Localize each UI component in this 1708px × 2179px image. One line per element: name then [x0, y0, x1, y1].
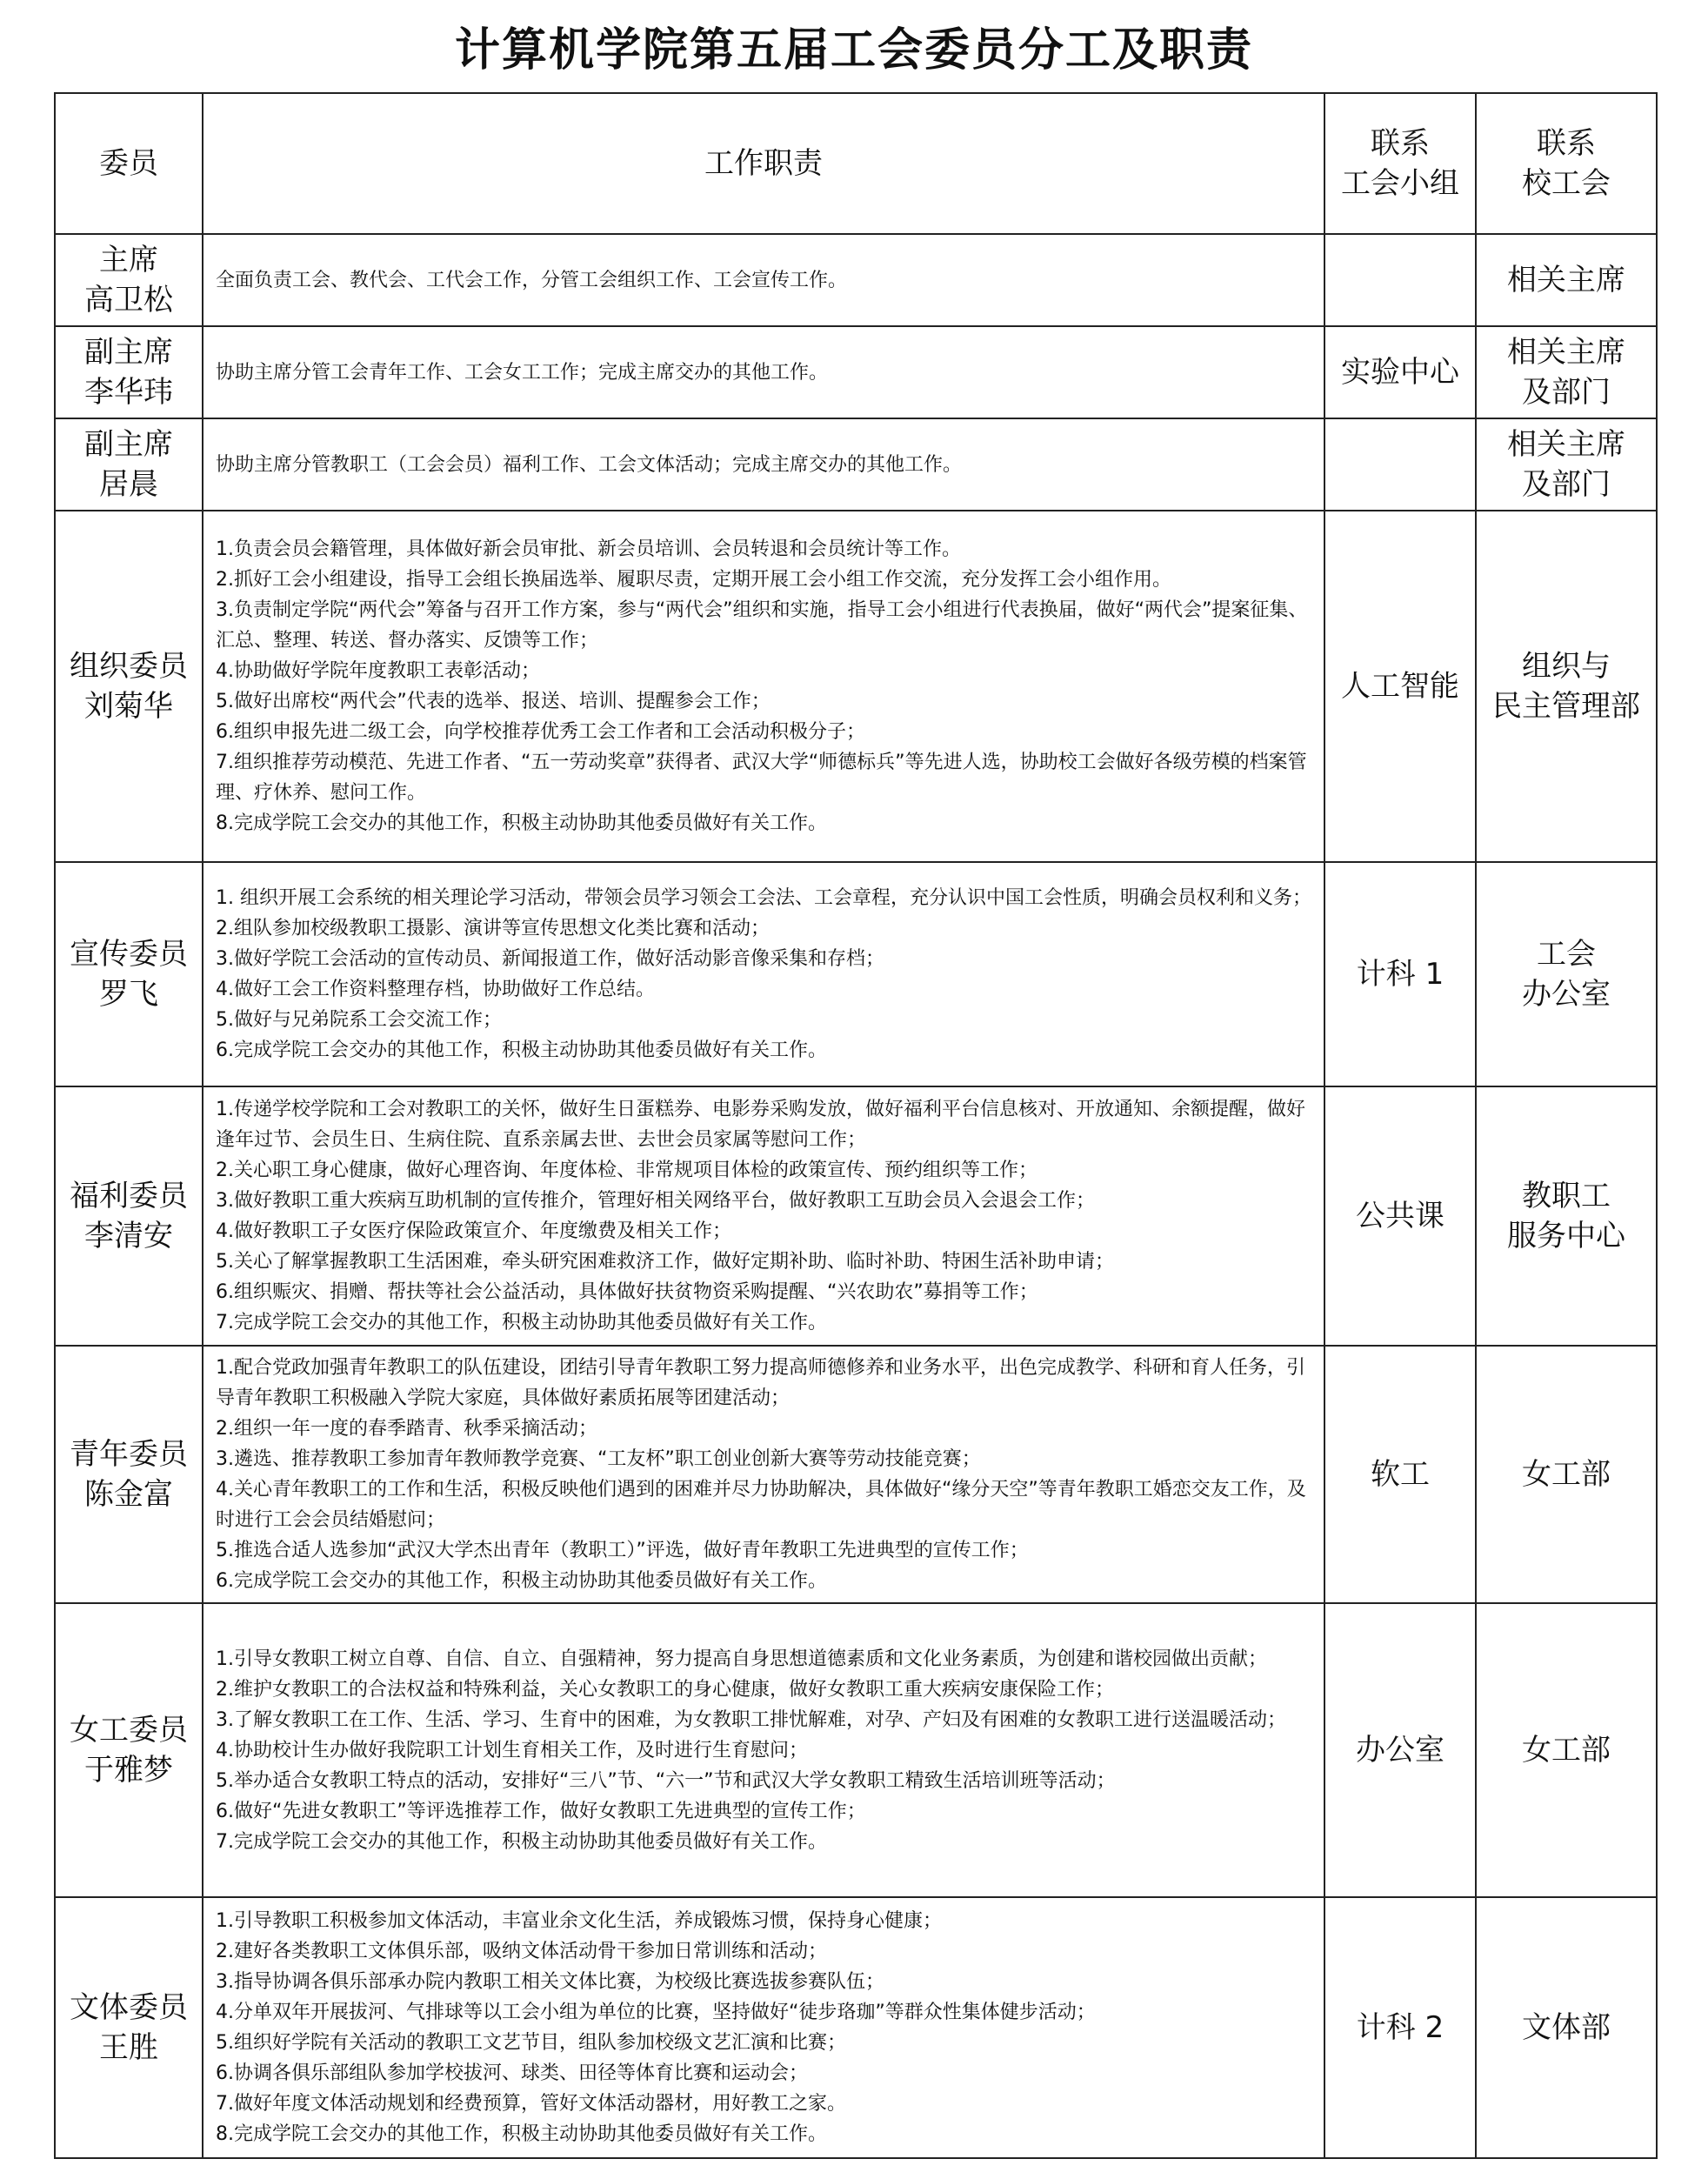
group-cell [1324, 862, 1476, 1086]
duties-cell [203, 418, 1324, 511]
duty-item: 5.做好出席校“两代会”代表的选举、报送、培训、提醒参会工作； [216, 691, 771, 712]
duties-cell [203, 234, 1324, 326]
union-dept-line: 工会 [1537, 937, 1596, 972]
duty-table [54, 92, 1658, 2159]
member-cell [55, 1086, 203, 1346]
union-cell [1476, 326, 1657, 418]
member-role: 女工委员 [70, 1713, 188, 1748]
group-cell [1324, 1086, 1476, 1346]
duty-item: 8.完成学院工会交办的其他工作，积极主动协助其他委员做好有关工作。 [216, 2123, 827, 2145]
member-name: 居晨 [99, 467, 158, 502]
table-row [55, 1086, 1657, 1346]
duties-cell [203, 1603, 1324, 1897]
duty-item: 7.完成学院工会交办的其他工作，积极主动协助其他委员做好有关工作。 [216, 1830, 827, 1853]
header-group-line2: 工会小组 [1341, 166, 1459, 201]
duty-item: 6.完成学院工会交办的其他工作，积极主动协助其他委员做好有关工作。 [216, 1570, 827, 1592]
duty-item: 3.负责制定学院“两代会”筹备与召开工作方案，参与“两代会”组织和实施，指导工会小组进行代表换届，做好“两代会”提案征集、汇总、整理、转送、督办落实、反馈等工作； [216, 599, 1308, 652]
duty-item: 2.组队参加校级教职工摄影、演讲等宣传思想文化类比赛和活动； [216, 918, 770, 939]
duty-item: 3.做好学院工会活动的宣传动员、新闻报道工作，做好活动影音像采集和存档； [216, 948, 884, 970]
member-role: 副主席 [84, 335, 173, 370]
union-cell [1476, 511, 1657, 862]
header-duties: 工作职责 [203, 93, 1324, 234]
duty-item: 1.负责会员会籍管理，具体做好新会员审批、新会员培训、会员转退和会员统计等工作。 [216, 538, 961, 560]
member-role: 主席 [99, 243, 158, 277]
table-row [55, 1897, 1657, 2158]
duty-item: 4.做好教职工子女医疗保险政策宣介、年度缴费及相关工作； [216, 1220, 731, 1242]
member-role: 青年委员 [70, 1437, 188, 1472]
union-dept-line: 服务中心 [1507, 1219, 1625, 1253]
member-cell [55, 326, 203, 418]
duty-item: 5.组织好学院有关活动的教职工文艺节目，组队参加校级文艺汇演和比赛； [216, 2032, 846, 2054]
duty-item: 1.引导教职工积极参加文体活动，丰富业余文化生活，养成锻炼习惯，保持身心健康； [216, 1910, 942, 1932]
table-row [55, 234, 1657, 326]
duty-item: 6.组织赈灾、捐赠、帮扶等社会公益活动，具体做好扶贫物资采购提醒、“兴农助农”募捐等工作； [216, 1281, 1038, 1303]
duty-item: 2.维护女教职工的合法权益和特殊利益，关心女教职工的身心健康，做好女教职工重大疾病安康保险工作； [216, 1678, 1114, 1701]
duty-item: 7.做好年度文体活动规划和经费预算，管好文体活动器材，用好教工之家。 [216, 2093, 846, 2115]
duties-cell [203, 862, 1324, 1086]
union-cell [1476, 1897, 1657, 2158]
member-role: 副主席 [84, 427, 173, 462]
group-name: 计科 1 [1356, 957, 1444, 992]
member-name: 罗飞 [99, 977, 158, 1012]
union-cell [1476, 1346, 1657, 1603]
duty-item: 2.建好各类教职工文体俱乐部，吸纳文体活动骨干参加日常训练和活动； [216, 1941, 827, 1962]
duty-item: 5.关心了解掌握教职工生活困难，牵头研究困难救济工作，做好定期补助、临时补助、特困生活补助申请； [216, 1251, 1114, 1273]
duty-item: 3.做好教职工重大疾病互助机制的宣传推介，管理好相关网络平台，做好教职工互助会员入会退会工作； [216, 1190, 1095, 1212]
group-name: 公共课 [1356, 1199, 1444, 1233]
member-role: 宣传委员 [70, 937, 188, 972]
union-cell [1476, 1603, 1657, 1897]
duty-item: 3.指导协调各俱乐部承办院内教职工相关文体比赛，为校级比赛选拔参赛队伍； [216, 1971, 884, 1993]
duty-item: 6.协调各俱乐部组队参加学校拔河、球类、田径等体育比赛和运动会； [216, 2062, 808, 2084]
duty-item: 1. 组织开展工会系统的相关理论学习活动，带领会员学习领会工会法、工会章程，充分认识中国工会性质，明确会员权利和义务； [216, 887, 1311, 909]
union-cell [1476, 418, 1657, 511]
document-title: 计算机学院第五届工会委员分工及职责 [454, 24, 1253, 77]
header-union-line1: 联系 [1537, 126, 1596, 161]
duty-item: 4.协助做好学院年度教职工表彰活动； [216, 660, 540, 682]
group-cell [1324, 1603, 1476, 1897]
duties-cell [203, 326, 1324, 418]
duty-item: 1.传递学校学院和工会对教职工的关怀，做好生日蛋糕券、电影券采购发放，做好福利平台信息核对、开放通知、余额提醒，做好逢年过节、会员生日、生病住院、直系亲属去世、去世会员家属等慰问工作； [216, 1099, 1305, 1151]
table-row [55, 511, 1657, 862]
group-name: 软工 [1371, 1457, 1430, 1492]
member-name: 王胜 [99, 2030, 158, 2065]
union-cell [1476, 234, 1657, 326]
duty-item: 全面负责工会、教代会、工代会工作，分管工会组织工作、工会宣传工作。 [216, 269, 848, 291]
member-name: 陈金富 [84, 1477, 173, 1512]
union-dept-line: 办公室 [1522, 977, 1611, 1012]
duties-cell [203, 1086, 1324, 1346]
union-dept-line: 文体部 [1522, 2010, 1611, 2045]
duty-item: 1.引导女教职工树立自尊、自信、自立、自强精神，努力提高自身思想道德素质和文化业务素质，为创建和谐校园做出贡献； [216, 1648, 1267, 1670]
duty-item: 6.做好“先进女教职工”等评选推荐工作，做好女教职工先进典型的宣传工作； [216, 1800, 866, 1822]
union-cell [1476, 1086, 1657, 1346]
duty-item: 4.分单双年开展拔河、气排球等以工会小组为单位的比赛，坚持做好“徒步珞珈”等群众性集体健步活动； [216, 2002, 1096, 2023]
duty-item: 4.关心青年教职工的工作和生活，积极反映他们遇到的困难并尽力协助解决，具体做好“缘分天空”等青年教职工婚恋交友工作，及时进行工会会员结婚慰问； [216, 1479, 1306, 1531]
header-group [1324, 93, 1476, 234]
member-role: 组织委员 [70, 649, 188, 684]
member-role: 文体委员 [70, 1990, 188, 2025]
group-cell [1324, 1346, 1476, 1603]
union-dept-line: 相关主席 [1507, 335, 1625, 370]
duty-item: 3.了解女教职工在工作、生活、学习、生育中的困难，为女教职工排忧解难，对孕、产妇及有困难的女教职工进行送温暖活动； [216, 1708, 1286, 1731]
member-name: 李华玮 [84, 375, 173, 410]
union-dept-line: 组织与 [1522, 649, 1611, 684]
union-dept-line: 相关主席 [1507, 427, 1625, 462]
duties-cell [203, 1897, 1324, 2158]
duty-item: 5.推选合适人选参加“武汉大学杰出青年（教职工）”评选，做好青年教职工先进典型的宣传工作； [216, 1540, 1029, 1561]
table-row [55, 326, 1657, 418]
member-name: 高卫松 [84, 283, 173, 317]
table-header-row [55, 93, 1657, 234]
duty-item: 8.完成学院工会交办的其他工作，积极主动协助其他委员做好有关工作。 [216, 812, 827, 834]
header-group-line1: 联系 [1371, 126, 1430, 161]
duty-item: 5.举办适合女教职工特点的活动，安排好“三八”节、“六一”节和武汉大学女教职工精致生活培训班等活动； [216, 1769, 1116, 1792]
group-cell [1324, 1897, 1476, 2158]
union-dept-line: 及部门 [1522, 375, 1611, 410]
duty-item: 协助主席分管教职工（工会会员）福利工作、工会文体活动；完成主席交办的其他工作。 [216, 453, 963, 476]
table-row [55, 1346, 1657, 1603]
union-cell [1476, 862, 1657, 1086]
table-row [55, 418, 1657, 511]
group-name: 计科 2 [1356, 2010, 1444, 2045]
table-row [55, 1603, 1657, 1897]
duty-item: 4.协助校计生办做好我院职工计划生育相关工作，及时进行生育慰问； [216, 1739, 808, 1761]
duty-item: 3.遴选、推荐教职工参加青年教师教学竞赛、“工友杯”职工创业创新大赛等劳动技能竞赛； [216, 1448, 981, 1470]
member-cell [55, 234, 203, 326]
union-dept-line: 及部门 [1522, 467, 1611, 502]
duty-item: 2.抓好工会小组建设，指导工会组长换届选举、履职尽责，定期开展工会小组工作交流，充分发挥工会小组作用。 [216, 569, 1171, 591]
header-union [1476, 93, 1657, 234]
duty-item: 2.关心职工身心健康，做好心理咨询、年度体检、非常规项目体检的政策宣传、预约组织等工作； [216, 1160, 1037, 1181]
duty-item: 1.配合党政加强青年教职工的队伍建设，团结引导青年教职工努力提高师德修养和业务水平，出色完成教学、科研和育人任务，引导青年教职工积极融入学院大家庭，具体做好素质拓展等团建活动； [216, 1357, 1305, 1409]
duty-item: 协助主席分管工会青年工作、工会女工工作；完成主席交办的其他工作。 [216, 361, 829, 384]
member-cell [55, 1897, 203, 2158]
member-cell [55, 418, 203, 511]
member-cell [55, 1346, 203, 1603]
duty-item: 4.做好工会工作资料整理存档，协助做好工作总结。 [216, 979, 655, 1000]
duties-cell [203, 511, 1324, 862]
union-dept-line: 女工部 [1522, 1733, 1611, 1768]
duty-item: 7.组织推荐劳动模范、先进工作者、“五一劳动奖章”获得者、武汉大学“师德标兵”等先进人选，协助校工会做好各级劳模的档案管理、疗休养、慰问工作。 [216, 752, 1307, 804]
duty-item: 5.做好与兄弟院系工会交流工作； [216, 1009, 502, 1031]
duty-item: 2.组织一年一度的春季踏青、秋季采摘活动； [216, 1418, 597, 1440]
union-dept-line: 教职工 [1522, 1179, 1611, 1213]
group-cell [1324, 234, 1476, 326]
header-member: 委员 [55, 93, 203, 234]
duty-item: 6.完成学院工会交办的其他工作，积极主动协助其他委员做好有关工作。 [216, 1039, 827, 1061]
union-dept-line: 相关主席 [1507, 263, 1625, 297]
group-cell [1324, 511, 1476, 862]
member-name: 李清安 [84, 1219, 173, 1253]
group-cell [1324, 418, 1476, 511]
table-row [55, 862, 1657, 1086]
member-name: 刘菊华 [84, 689, 173, 724]
duty-item: 6.组织申报先进二级工会，向学校推荐优秀工会工作者和工会活动积极分子； [216, 721, 865, 743]
group-name: 实验中心 [1341, 355, 1459, 390]
union-dept-line: 女工部 [1522, 1457, 1611, 1492]
member-name: 于雅梦 [84, 1753, 173, 1788]
union-dept-line: 民主管理部 [1492, 689, 1640, 724]
group-name: 人工智能 [1341, 669, 1459, 704]
member-cell [55, 511, 203, 862]
group-cell [1324, 326, 1476, 418]
member-cell [55, 862, 203, 1086]
duty-item: 7.完成学院工会交办的其他工作，积极主动协助其他委员做好有关工作。 [216, 1312, 827, 1333]
member-cell [55, 1603, 203, 1897]
member-role: 福利委员 [70, 1179, 188, 1213]
duties-cell [203, 1346, 1324, 1603]
group-name: 办公室 [1356, 1733, 1444, 1768]
header-union-line2: 校工会 [1522, 166, 1611, 201]
table-body [55, 234, 1657, 2158]
